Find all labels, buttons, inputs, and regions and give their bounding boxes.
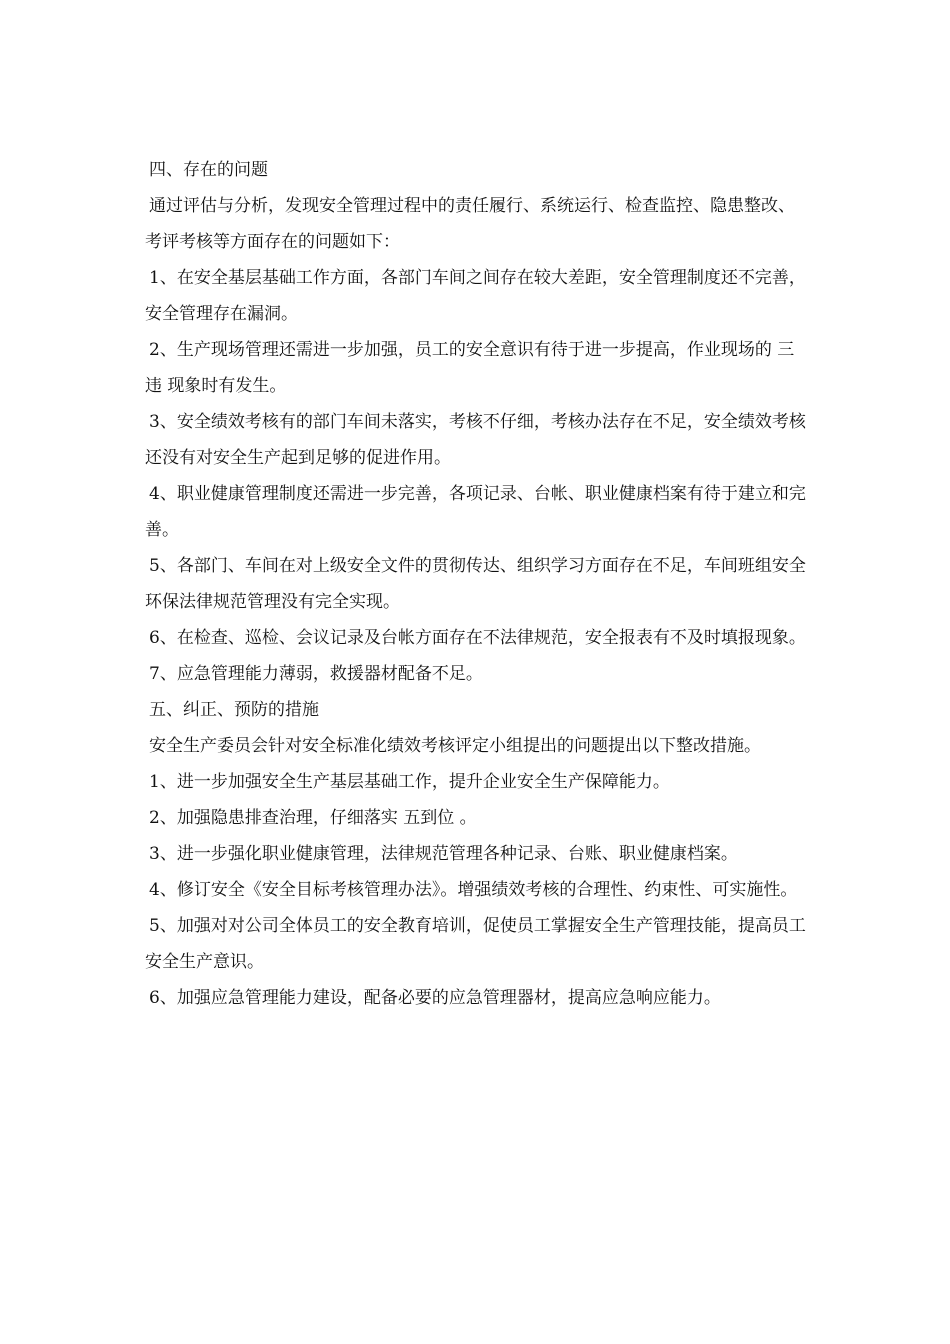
section-5-item-3: 3、进一步强化职业健康管理，法律规范管理各种记录、台账、职业健康档案。 (149, 844, 738, 864)
section-4-item-2: 2、生产现场管理还需进一步加强，员工的安全意识有待于进一步提高，作业现场的 三违 现象时有发生。 (145, 340, 795, 396)
section-5-item-5: 5、加强对对公司全体员工的安全教育培训，促使员工掌握安全生产管理技能，提高员工安全生产意识。 (145, 916, 806, 972)
section-5-title: 五、纠正、预防的措施 (149, 700, 319, 720)
section-4-item-7: 7、应急管理能力薄弱，救援器材配备不足。 (149, 664, 483, 684)
document-page (145, 152, 810, 1016)
section-4-item-3: 3、安全绩效考核有的部门车间未落实，考核不仔细，考核办法存在不足，安全绩效考核还没有对安全生产起到足够的促进作用。 (145, 412, 806, 468)
section-4-intro: 通过评估与分析，发现安全管理过程中的责任履行、系统运行、检查监控、隐患整改、考评考核等方面存在的问题如下： (145, 196, 795, 252)
section-5-item-6: 6、加强应急管理能力建设，配备必要的应急管理器材，提高应急响应能力。 (149, 988, 721, 1008)
section-4-item-5: 5、各部门、车间在对上级安全文件的贯彻传达、组织学习方面存在不足，车间班组安全环保法律规范管理没有完全实现。 (145, 556, 806, 612)
section-5-item-1: 1、进一步加强安全生产基层基础工作，提升企业安全生产保障能力。 (149, 772, 670, 792)
section-5-item-4: 4、修订安全《安全目标考核管理办法》。增强绩效考核的合理性、约束性、可实施性。 (149, 880, 798, 900)
section-4-item-4: 4、职业健康管理制度还需进一步完善，各项记录、台帐、职业健康档案有待于建立和完善。 (145, 484, 806, 540)
section-4-title: 四、存在的问题 (149, 160, 268, 180)
section-4-item-1: 1、在安全基层基础工作方面，各部门车间之间存在较大差距，安全管理制度还不完善，安全管理存在漏洞。 (145, 268, 806, 324)
section-4-item-6: 6、在检查、巡检、会议记录及台帐方面存在不法律规范，安全报表有不及时填报现象。 (149, 628, 806, 648)
section-5-intro: 安全生产委员会针对安全标准化绩效考核评定小组提出的问题提出以下整改措施。 (149, 736, 761, 756)
section-5-item-2: 2、加强隐患排查治理，仔细落实 五到位 。 (149, 808, 477, 828)
